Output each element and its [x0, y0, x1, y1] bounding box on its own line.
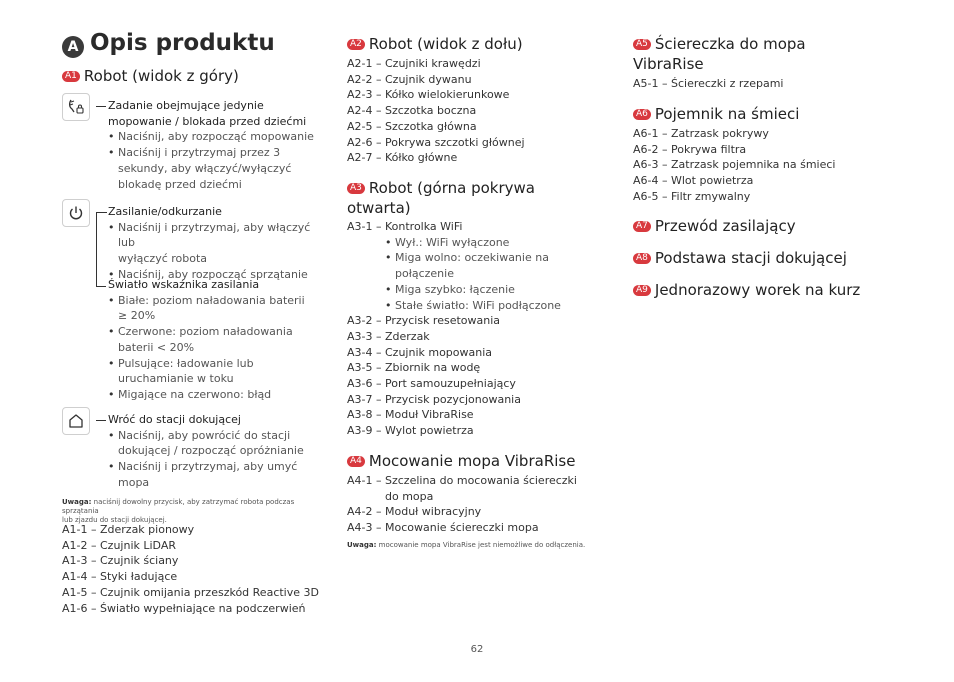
list-item: A3-5 – Zbiornik na wodę	[347, 361, 481, 375]
list-item: A1-3 – Czujnik ściany	[62, 554, 179, 568]
section-a1-title	[62, 66, 239, 86]
list-item: A4-3 – Mocowanie ściereczki mopa	[347, 521, 539, 535]
status-bullet: • Miga wolno: oczekiwanie na połączenie	[385, 250, 561, 281]
list-item: A1-1 – Zderzak pionowy	[62, 523, 195, 536]
section-a7-title: A7 Przewód zasilający	[633, 216, 796, 236]
list-item: A1-2 – Czujnik LiDAR	[62, 538, 176, 552]
section-a8-title: A8 Podstawa stacji dokującej	[633, 248, 847, 268]
control-bullet: • Naciśnij, aby rozpocząć sprzątanie	[108, 267, 330, 283]
connector-line	[96, 420, 106, 421]
control-bullet: • Pulsujące: ładowanie lub uruchamianie w toku	[108, 356, 330, 387]
control-bullet: • Naciśnij i przytrzymaj, aby włączyć lub wyłączyć robota	[108, 220, 330, 267]
list-item: A3-8 – Moduł VibraRise	[347, 408, 474, 422]
section-a1-title-text: Robot (widok z góry)	[83, 67, 239, 85]
badge-a5: A5	[633, 39, 651, 50]
list-item: A6-2 – Pokrywa filtra	[633, 142, 747, 156]
power-icon	[62, 199, 90, 227]
section-a4-title: A4 Mocowanie mopa VibraRise	[347, 451, 575, 471]
control-title: Zasilanie/odkurzanie	[108, 205, 222, 218]
list-item: A3-3 – Zderzak	[347, 329, 430, 343]
section-a6-title: A6 Pojemnik na śmieci	[633, 104, 799, 124]
list-item: A2-4 – Szczotka boczna	[347, 104, 477, 118]
section-a3-title: A3 Robot (górna pokrywa otwarta)	[347, 179, 535, 217]
section-badge: A	[62, 36, 84, 58]
list-item: A3-7 – Przycisk pozycjonowania	[347, 392, 521, 406]
list-item: A2-2 – Czujnik dywanu	[347, 72, 472, 86]
control-title: Wróć do stacji dokującej	[108, 413, 241, 426]
list-item: A3-4 – Czujnik mopowania	[347, 345, 493, 359]
list-item: A3-9 – Wylot powietrza	[347, 424, 474, 438]
section-a2-title: A2 Robot (widok z dołu)	[347, 34, 523, 54]
connector-line	[96, 286, 106, 287]
control-bullet: • Naciśnij, aby rozpocząć mopowanie	[108, 129, 330, 145]
list-item: A2-6 – Pokrywa szczotki głównej	[347, 135, 525, 149]
list-item: A6-1 – Zatrzask pokrywy	[633, 127, 769, 140]
a1-note: Uwaga: naciśnij dowolny przycisk, aby zatrzymać robota podczas sprzątania lub zjazdu do stacji dokującej.	[62, 498, 295, 524]
mop-child-lock-icon	[62, 93, 90, 121]
control-home	[108, 412, 330, 491]
home-icon	[62, 407, 90, 435]
page-title: Opis produktu	[90, 30, 275, 56]
list-item: A4-2 – Moduł wibracyjny	[347, 505, 482, 519]
a1-item-list	[62, 522, 319, 616]
control-power	[108, 204, 330, 283]
status-bullet: • Miga szybko: łączenie	[385, 282, 561, 298]
control-power-indicator	[108, 277, 330, 403]
list-item: A6-3 – Zatrzask pojemnika na śmieci	[633, 158, 836, 172]
a4-item-list	[347, 473, 577, 536]
connector-bracket	[96, 212, 107, 287]
status-bullet: • Stałe światło: WiFi podłączone	[385, 298, 561, 314]
list-item: A6-5 – Filtr zmywalny	[633, 189, 751, 203]
section-a9-title: A9 Jednorazowy worek na kurz	[633, 280, 860, 300]
list-item: A3-1 – Kontrolka WiFi	[347, 220, 463, 233]
badge-a9: A9	[633, 285, 651, 296]
status-bullet: • Wył.: WiFi wyłączone	[385, 235, 561, 251]
section-a5-title: A5 Ściereczka do mopa VibraRise	[633, 35, 806, 73]
a4-note: Uwaga: mocowanie mopa VibraRise jest niemożliwe do odłączenia.	[347, 541, 586, 549]
page-number: 62	[470, 644, 484, 655]
badge-a3: A3	[347, 183, 365, 194]
control-title: Światło wskaźnika zasilania	[108, 278, 260, 291]
control-bullet: • Czerwone: poziom naładowania baterii < 20%	[108, 324, 330, 355]
a3-item-list	[347, 219, 561, 439]
list-item: A1-5 – Czujnik omijania przeszkód Reactive 3D	[62, 585, 319, 599]
list-item: A2-5 – Szczotka główna	[347, 119, 477, 133]
list-item: A1-6 – Światło wypełniające na podczerwień	[62, 601, 306, 615]
control-bullet: • Naciśnij i przytrzymaj, aby umyć mopa	[108, 459, 330, 490]
a2-item-list	[347, 56, 525, 166]
control-bullet: • Naciśnij i przytrzymaj przez 3 sekundy, aby włączyć/wyłączyć blokadę przed dziećmi	[108, 145, 330, 192]
list-item: A3-6 – Port samouzupełniający	[347, 377, 516, 391]
badge-a7: A7	[633, 221, 651, 232]
control-title: Zadanie obejmujące jedynie mopowanie / blokada przed dziećmi	[108, 99, 307, 128]
badge-a6: A6	[633, 109, 651, 120]
control-bullet: • Migające na czerwono: błąd	[108, 387, 330, 403]
connector-line	[96, 106, 106, 107]
control-bullet: • Naciśnij, aby powrócić do stacji dokującej / rozpocząć opróżnianie	[108, 428, 330, 459]
a6-item-list	[633, 126, 836, 205]
list-item: A2-1 – Czujniki krawędzi	[347, 57, 481, 70]
badge-a4: A4	[347, 456, 365, 467]
control-bullet: • Białe: poziom naładowania baterii ≥ 20%	[108, 293, 330, 324]
badge-a1: A1	[62, 71, 80, 82]
list-item: A5-1 – Ściereczki z rzepami	[633, 77, 784, 90]
list-item: A2-3 – Kółko wielokierunkowe	[347, 88, 510, 102]
list-item: A3-2 – Przycisk resetowania	[347, 314, 501, 328]
list-item: A4-1 – Szczelina do mocowania ściereczki do mopa	[347, 474, 577, 503]
list-item: A2-7 – Kółko główne	[347, 151, 458, 165]
control-mop-child-lock	[108, 98, 330, 192]
list-item: A6-4 – Wlot powietrza	[633, 174, 754, 188]
list-item: A1-4 – Styki ładujące	[62, 570, 178, 584]
badge-a2: A2	[347, 39, 365, 50]
a5-item-list	[633, 76, 783, 92]
badge-a8: A8	[633, 253, 651, 264]
